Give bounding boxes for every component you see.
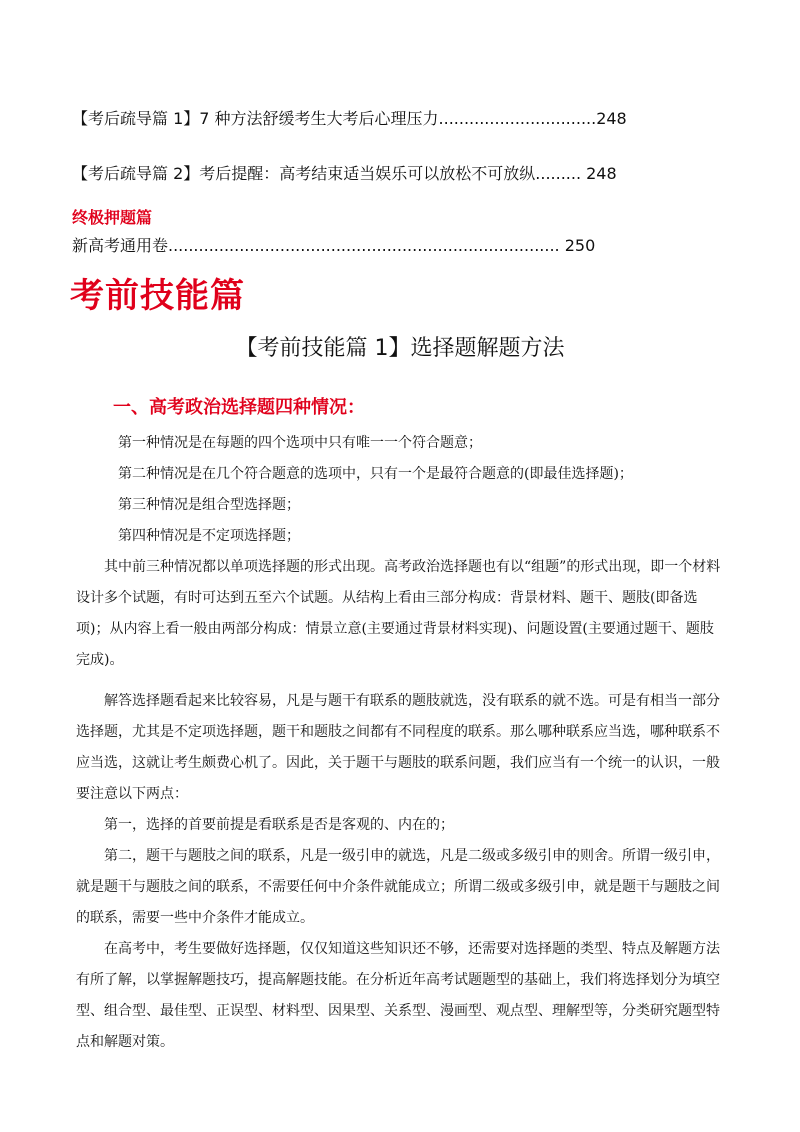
toc-section-label: 终极押题篇 [72,208,153,227]
case-line: 第三种情况是组合型选择题； [118,497,300,513]
paragraph: 在高考中，考生要做好选择题，仅仅知道这些知识还不够，还需要对选择题的类型、特点及解题方法有所了解，以掌握解题技巧，提高解题技能。在分析近年高考试题题型的基础上，我们将选择划分为填空型、组合型、最佳型、正误型、材料型、因果型、关系型、漫画型、观点型、理解型等，分类研究题型特点和解题对策。 [76,941,720,1050]
part-title: 考前技能篇 [70,276,245,316]
case-line: 第一种情况是在每题的四个选项中只有唯一一个符合题意； [118,435,482,451]
paragraph: 其中前三种情况都以单项选择题的形式出现。高考政治选择题也有以“组题”的形式出现，即一个材料设计多个试题，有时可达到五至六个试题。从结构上看由三部分构成：背景材料、题干、题肢(即备选项)；从内容上看一般由两部分构成：情景立意(主要通过背景材料实现)、问题设置(主要通过题干、题肢完成)。 [76,559,721,668]
paragraph: 解答选择题看起来比较容易，凡是与题干有联系的题肢就选，没有联系的就不选。可是有相当一部分选择题，尤其是不定项选择题，题干和题肢之间都有不同程度的联系。那么哪种联系应当选，哪种联系不应当选，这就让考生颇费心机了。因此，关于题干与题肢的联系问题，我们应当有一个统一的认识，一般要注意以下两点： [76,693,720,802]
paragraph: 第一，选择的首要前提是看联系是否是客观的、内在的； [104,817,454,833]
chapter-title: 【考前技能篇 1】选择题解题方法 [235,336,565,361]
paragraph: 第二，题干与题肢之间的联系，凡是一级引申的就选，凡是二级或多级引申的则舍。所谓一级引申，就是题干与题肢之间的联系，不需要任何中介条件就能成立；所谓二级或多级引申，就是题干与题肢之间的联系，需要一些中介条件才能成立。 [76,848,720,926]
toc-entry: 【考后疏导篇 2】考后提醒：高考结束适当娱乐可以放松不可放纵......... 248 [72,164,617,183]
case-line: 第四种情况是不定项选择题； [118,528,300,544]
section-heading: 一、高考政治选择题四种情况： [113,397,365,418]
case-line: 第二种情况是在几个符合题意的选项中，只有一个是最符合题意的(即最佳选择题)； [118,466,633,482]
toc-entry: 【考后疏导篇 1】7 种方法舒缓考生大考后心理压力...............................248 [72,109,627,128]
toc-entry: 新高考通用卷............................................................................. 250 [72,236,596,255]
body-text [76,428,724,1058]
